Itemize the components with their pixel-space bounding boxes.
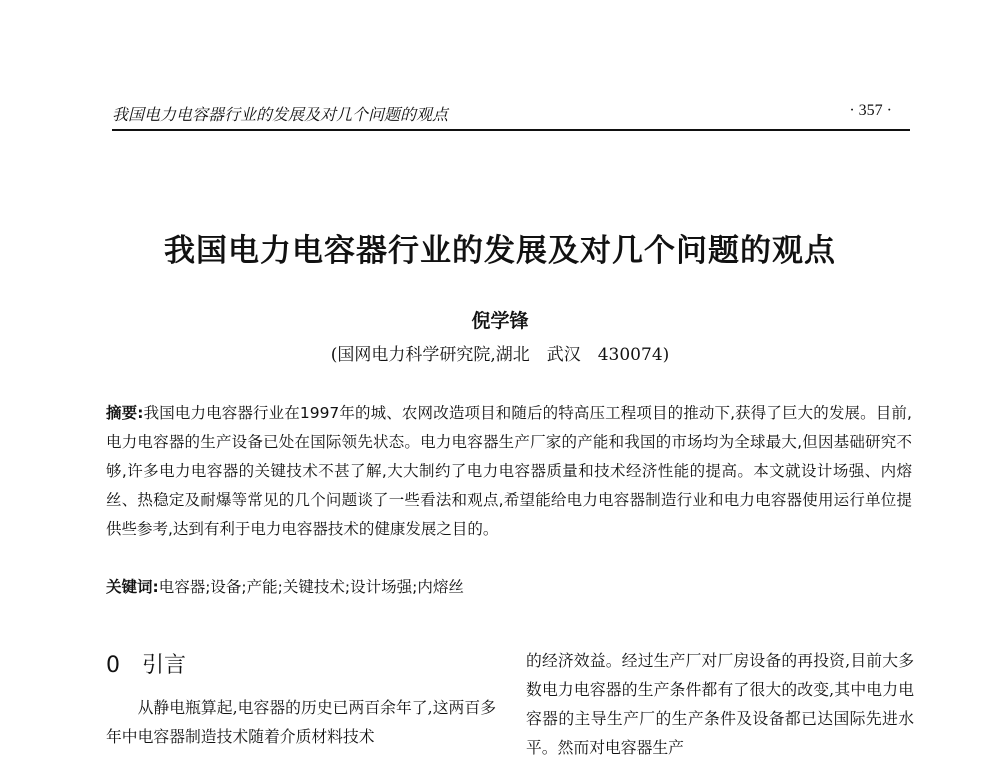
right-column — [526, 646, 914, 762]
abstract — [106, 399, 912, 544]
section-heading — [106, 645, 496, 693]
page-number: · 357 · — [849, 102, 892, 119]
keywords — [106, 573, 912, 602]
header-rule — [112, 129, 910, 131]
paper-title: 我国电力电容器行业的发展及对几个问题的观点 — [164, 233, 836, 269]
abstract-text: 我国电力电容器行业在1997年的城、农网改造项目和随后的特高压工程项目的推动下,获得了巨大的发展。目前,电力电容器的生产设备已处在国际领先状态。电力电容器生产厂家的产能和我国的市场均为全球最大,但因基础研究不够,许多电力电容器的关键技术不甚了解,大大制约了电力电容器质量和技术经济性能的提高。本文就设计场强、内熔丝、热稳定及耐爆等常见的几个问题谈了一些看法和观点,希望能给电力电容器制造行业和电力电容器使用运行单位提供些参考,达到有利于电力电容器技术的健康发展之目的。 — [106, 404, 912, 538]
left-column-paragraph: 从静电瓶算起,电容器的历史已两百余年了,这两百多年中电容器制造技术随着介质材料技术 — [106, 698, 496, 746]
author-affiliation: (国网电力科学研究院,湖北 武汉 430074) — [330, 345, 670, 365]
author-name: 倪学锋 — [471, 310, 529, 332]
keywords-text: 电容器;设备;产能;关键技术;设计场强;内熔丝 — [158, 578, 464, 596]
section-number: 0 — [106, 653, 120, 678]
abstract-label: 摘要: — [106, 404, 144, 422]
section-title: 引言 — [142, 653, 187, 678]
right-column-paragraph: 的经济效益。经过生产厂对厂房设备的再投资,目前大多数电力电容器的生产条件都有了很大的改变,其中电力电容器的主导生产厂的生产条件及设备都已达国际先进水平。然而对电容器生产 — [526, 651, 914, 757]
running-title: 我国电力电容器行业的发展及对几个问题的观点 — [112, 105, 449, 124]
left-column — [106, 645, 496, 751]
keywords-label: 关键词: — [106, 578, 159, 596]
running-header — [112, 98, 898, 126]
